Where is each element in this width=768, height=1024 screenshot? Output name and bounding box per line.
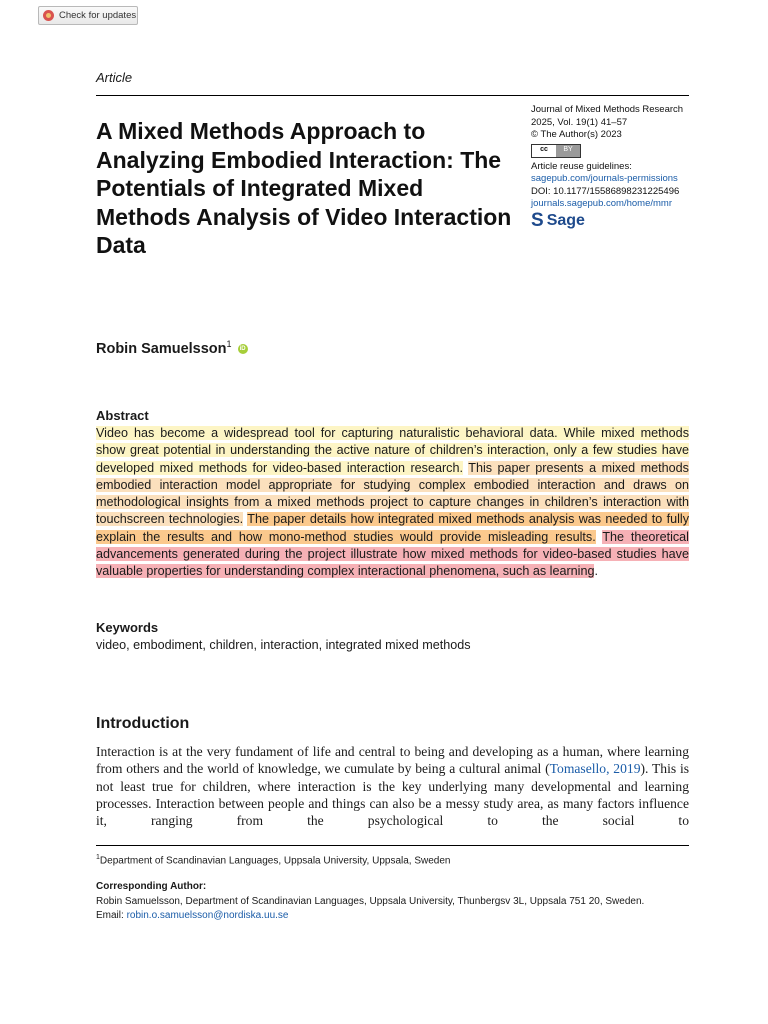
article-title: A Mixed Methods Approach to Analyzing Embodied Interaction: The Potentials of Integrated Mixed Methods Analysis of Video Interaction Data — [96, 118, 512, 258]
header-rule — [96, 95, 689, 96]
footnote-mark: 1 — [96, 854, 100, 861]
intro-text-2: ). This is not least true for children, where interaction is the key underlying many developmental and learning processes. Interaction between people and things can also be a messy study area, as many factors influence it, ranging from the psychological to the social to — [96, 761, 690, 829]
citation-link[interactable]: Tomasello, 2019 — [549, 761, 641, 777]
check-for-updates-label: Check for updates — [59, 10, 137, 21]
author-affiliation-mark: 1 — [226, 339, 232, 349]
abstract-sentence-2: This paper presents a mixed methods embodied interaction model appropriate for studying complex embodied interaction and draws on methodological insights from a mixed methods project to capture changes in children’s interaction with touchscreen technologies. — [96, 460, 689, 527]
email-label: Email: — [96, 909, 127, 921]
check-for-updates-badge[interactable] — [38, 6, 138, 25]
copyright-notice: © The Author(s) 2023 — [531, 129, 622, 140]
keywords-heading: Keywords — [96, 620, 159, 635]
abstract-text — [96, 425, 689, 581]
journal-metadata — [531, 104, 701, 231]
introduction-heading: Introduction — [96, 715, 190, 732]
cc-by-license-icon[interactable] — [531, 144, 581, 158]
orcid-icon[interactable]: iD — [239, 346, 246, 352]
journal-name: Journal of Mixed Methods Research — [531, 104, 684, 115]
abstract-sentence-3: The paper details how integrated mixed methods analysis was needed to fully explain the results and how mono-method studies would provide misleading results. — [96, 512, 689, 544]
corresponding-address: Robin Samuelsson, Department of Scandinavian Languages, Uppsala University, Thunbergsv 3L, Uppsala 751 20, Sweden. — [96, 896, 645, 907]
author-name: Robin Samuelsson — [96, 340, 227, 357]
corresponding-author-details — [96, 895, 644, 922]
abstract-sentence-4: The theoretical advancements generated during the project illustrate how mixed methods for video-based studies have valuable properties for understanding complex interactional phenomena, such as learning — [96, 529, 689, 579]
sage-logo[interactable] — [531, 209, 701, 231]
abstract-end: . — [594, 564, 598, 579]
abstract-sentence-1: Video has become a widespread tool for capturing naturalistic behavioral data. While mixed methods show great potential in understanding the active nature of children’s interaction, only a few studies have developed mixed methods for video-based interaction research. — [96, 426, 689, 475]
keywords-list: video, embodiment, children, interaction, integrated mixed methods — [96, 638, 471, 652]
sage-logo-text: Sage — [546, 211, 585, 229]
journal-volume: 2025, Vol. 19(1) 41–57 — [531, 116, 628, 128]
email-link[interactable]: robin.o.samuelsson@nordiska.uu.se — [126, 909, 289, 921]
permissions-link[interactable]: sagepub.com/journals-permissions — [531, 173, 678, 184]
corresponding-email-line — [96, 909, 644, 923]
footnote-rule — [96, 845, 689, 846]
crossmark-icon — [43, 10, 54, 21]
cc-icon-left: cc — [532, 145, 556, 157]
intro-text-1: Interaction is at the very fundament of life and central to being and developing as a human, where learning from others and the world of knowledge, we cumulate by being a cultural animal ( — [96, 744, 689, 777]
cc-icon-right: BY — [556, 145, 580, 157]
corresponding-author-heading: Corresponding Author: — [96, 881, 207, 892]
article-type-label: Article — [96, 70, 133, 85]
footnote-text: Department of Scandinavian Languages, Uppsala University, Uppsala, Sweden — [99, 855, 451, 867]
doi-text: DOI: 10.1177/15586898231225496 — [531, 185, 680, 197]
introduction-paragraph — [96, 743, 689, 829]
affiliation-footnote — [96, 854, 450, 866]
reuse-label: Article reuse guidelines: — [531, 160, 632, 172]
abstract-heading: Abstract — [96, 408, 149, 423]
author-line — [96, 339, 248, 357]
journal-home-link[interactable]: journals.sagepub.com/home/mmr — [531, 198, 672, 209]
sage-s-icon: S — [531, 209, 544, 231]
